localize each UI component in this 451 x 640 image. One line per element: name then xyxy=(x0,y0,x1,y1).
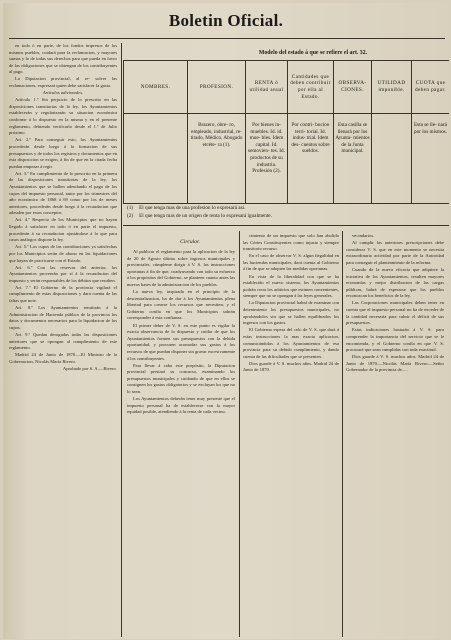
model-header-row xyxy=(124,61,450,114)
paragraph: Cuando de la nueva eficacia que adquiere la iniciativa de los Ayuntamientos, resulten mayores economías y mejor distribucion de las cargas públicas, habrá de esperarse que los pueblos reconozcan los beneficios de la ley. xyxy=(346,266,444,299)
column-divider xyxy=(121,43,122,637)
paragraph: Dios guarde á V. S. muchos años. Madrid 24 de Junio de 1870.—Nicolás María Rivero.—Señor Gobernador de la provincia de..... xyxy=(346,354,444,373)
newspaper-page xyxy=(3,3,449,639)
cell-profesion: Brazero, obre- ro, empleado, industrial, re- tirado, Médico, Abogado etcéte- ra (1). xyxy=(188,114,246,204)
paragraph: Art. 7.º El Gobierno de la provincia vigilará el cumplimiento de estas disposiciones y dará cuenta de las faltas que note. xyxy=(9,284,117,304)
paragraph: Art. 8.º Los Ayuntamientos remitirán á la Administracion de Hacienda pública de la provincia los datos y documentos necesarios para la liquidacion de los cupos. xyxy=(9,305,117,330)
note-mark: (2) xyxy=(127,213,134,219)
paragraph: en todo ó en parte, de los fondos impresos de los mismos pueblos, cuidará para la reclamacion, y mayores sumas y lo de todas sus derechos para que pueda en favor de las obligaciones que se obtengan de los contribuyentes al pago. xyxy=(9,43,117,75)
paragraph: Art. 5.º Los cupos de las contribuciones ya satisfechas por los Municipios serán de abono en las liquidaciones que hayan de practicarse con el Estado. xyxy=(9,244,117,263)
paragraph: Aprobado por S. A.—Rivero. xyxy=(62,366,117,371)
paragraph: Dios guarde á V. S. muchos años. Madrid 24 de Junio de 1870. xyxy=(243,360,339,373)
paragraph: La Diputacion provincial, al re- solver las reclamaciones, expresará quien debe satisfacer la gasta. xyxy=(9,76,117,89)
model-notes xyxy=(127,204,447,220)
paragraph: Art. 4.º Respecto de los Municipios que no hayan llegado á satisfacer en todo ó en parte el impuesto, procederán á su recaudacion ajustándose á lo que para casos análogos dispone la ley. xyxy=(9,217,117,243)
paragraph: Art. 9.º Quedan derogadas todas las disposiciones anteriores que se opongan al cumplimiento de este reglamento. xyxy=(9,332,117,351)
right-column-b-text xyxy=(346,233,444,637)
paragraph: El primer deber de V. S. en este punto es vigilar la exacta observancia de lo dispuesto y cuidar de que los Ayuntamientos formen sus presupuestos con la debida oportunidad, y procuren acomodar sus gastos á los recursos de que puedan disponer sin gravar excesivamente á los contribuyentes. xyxy=(127,322,235,361)
cell-utilidad xyxy=(372,114,412,204)
paragraph: vecindarios. xyxy=(352,233,375,238)
paragraph: La Diputacion provincial habrá de examinar con detenimiento los presupuestos municipales, no aprobándolos sin que se hallen equilibrados los ingresos con los gastos. xyxy=(243,300,339,326)
paragraph: Al publicar el reglamento para la aplicacion de la ley de 20 de Agosto último sobre ingresos municipales y provinciales, cúmpleme dirigir á V. S. las instrucciones oportunas á fin de que, coadyuvando con todo su esfuerzo á los propósitos del Gobierno, se planteen cuanto antes las nuevas bases de la administracion de los pueblos. xyxy=(127,249,235,287)
masthead-title: Boletin Oficial. xyxy=(168,11,284,30)
model-table xyxy=(123,60,449,204)
header-cuota: CUOTA que deben pagar. xyxy=(412,61,450,114)
note-item xyxy=(127,212,447,220)
column-divider xyxy=(239,231,240,637)
header-renta: RENTA ó utilidad anual xyxy=(246,61,288,114)
paragraph: Para llevar á cabo este propósito, la Diputacion provincial prestará su concurso, examinando los presupuestos municipales y cuidando de que en ellos se consignen los gastos obligatorios y se excluyan los que no lo sean. xyxy=(127,362,235,394)
middle-column-text xyxy=(127,249,235,637)
header-nombres: NOMBRES. xyxy=(124,61,188,114)
header-observaciones: OBSERVA- CIONES. xyxy=(334,61,372,114)
paragraph: Artículo 1.º Sin perjuicio de lo prescrito en las disposiciones transitorias de la ley, los Ayuntamientos establecerán y regularizarán su situacion económica conforme á lo dispuesto en la misma y en el presente reglamento, debiendo verificarlo desde el 1.º de Julio próximo. xyxy=(9,97,117,136)
note-mark: (1) xyxy=(127,205,134,211)
circular-heading: Circular. xyxy=(180,239,200,245)
model-title: Modelo del estado á que se refiere el art. 32. xyxy=(258,50,368,56)
column-divider xyxy=(342,231,343,637)
model-body-row xyxy=(124,114,450,204)
paragraph: Estas indicaciones bastarán á V. S. para comprender la importancia del servicio que se le encomienda, y el Gobierno confía en que V. S. procurará que sean cumplidas con toda exactitud. xyxy=(346,327,444,353)
header-contribucion: Cantidades que deben contribuir por ella al Estado. xyxy=(288,61,334,114)
paragraph: Art. 3.º En cumplimiento de lo prescrito en la primera de las disposiciones transitorias de la ley, los Ayuntamientos que se hallen adeudando el pago de los cupos del impuesto personal, tanto por los trimestres del año económico de 1868 á 69 como por los de meses anteriores, procederán desde luego á la recaudacion que adeuden por estos conceptos. xyxy=(9,170,117,216)
paragraph: Madrid 24 de Junio de 1870.—El Ministro de la Gobernacion, Nicolás María Rivero. xyxy=(9,352,117,364)
paragraph: El Gobierno espera del celo de V. S. que dará á estas instrucciones la mas exacta aplicacion, comunicándolas á los Ayuntamientos de esa provincia para su debido cumplimiento, y dando cuenta de las dificultades que se presenten. xyxy=(243,327,339,359)
note-text: El que tenga mas de un origen de renta lo expresará igualmente. xyxy=(139,213,272,219)
header-profesion: PROFESION. xyxy=(188,61,246,114)
paragraph: Al cumplir las anteriores prescripciones debe considerar V. S. que en este momento se necesita extraordinaria actividad por parte de la Autoridad para conseguir el planteamiento de la reforma. xyxy=(346,240,444,265)
paragraph: Los Ayuntamientos deberán tener muy presente que el impuesto personal ha de establecerse con la mayor equidad posible, atendiendo á la renta de cada vecino. xyxy=(127,396,235,415)
header-utilidad: UTILIDAD imponible. xyxy=(372,61,412,114)
paragraph: Art. 6.º Con las reservas del anterior, los Ayuntamientos proveerán por sí á la recaudacion del impuesto y serán responsables de los débitos que resulten. xyxy=(9,264,117,283)
column-heading: Artículos adicionales. xyxy=(42,90,84,96)
paragraph: En vista de la liberalidad con que se ha establecido el nuevo sistema, los Ayuntamientos podrán crear los arbitrios que estimen convenientes, siempre que no se opongan á las leyes generales. xyxy=(243,273,339,299)
note-text: El que tenga mas de una profesion lo expresará asi. xyxy=(139,205,246,211)
note-item xyxy=(127,204,447,212)
cell-nombres xyxy=(124,114,188,204)
masthead-rule xyxy=(9,38,445,39)
cell-observaciones: Esta casilla se llenará por los Ayunta- mientos de la Junta municipal. xyxy=(334,114,372,204)
section-rule xyxy=(123,225,449,226)
left-column-text xyxy=(9,43,117,637)
cell-contribucion: Por contri- bucion terri- torial. Id. indus- trial. Idem des- cuentos sobre sueldos. xyxy=(288,114,334,204)
right-column-a-text xyxy=(243,233,339,637)
paragraph: En el caso de observar V. S. algun ilegalidad en las haciendas municipales, dará cuenta al Gobierno á fin de que se adopten las medidas oportunas. xyxy=(243,253,339,272)
paragraph: La nueva ley, inspirada en el principio de la descentralizacion, ha de dar á los Ayuntamientos plena libertad para crearse los recursos que necesiten, y el Gobierno confía en que los Municipios sabrán corresponder á esta confianza. xyxy=(127,289,235,321)
paragraph: Art. 2.º Para conseguir esto, los Ayuntamientos procederán desde luego á la formacion de sus presupuestos y de todos los registros y documentos que en esta disposicion se exigen, á fin de que en la citada fecha puedan empezar á regir. xyxy=(9,137,117,169)
paragraph: cimiento de un impuesto que solo han abolido las Córtes Constituyentes como injusto y siempre transitorio recurso. xyxy=(243,233,339,252)
cell-renta: Por bienes in- muebles. Id. id. mue- bles. Idem capital. Id. semovien- tes. Id. productos de su industria. Profesión (2). xyxy=(246,114,288,204)
cell-cuota: Esta se lle- nará por los mismos. xyxy=(412,114,450,204)
paragraph: Las Corporaciones municipales deben tener en cuenta que el impuesto personal no ha de exceder de la cantidad necesaria para cubrir el déficit de sus presupuestos. xyxy=(346,300,444,326)
